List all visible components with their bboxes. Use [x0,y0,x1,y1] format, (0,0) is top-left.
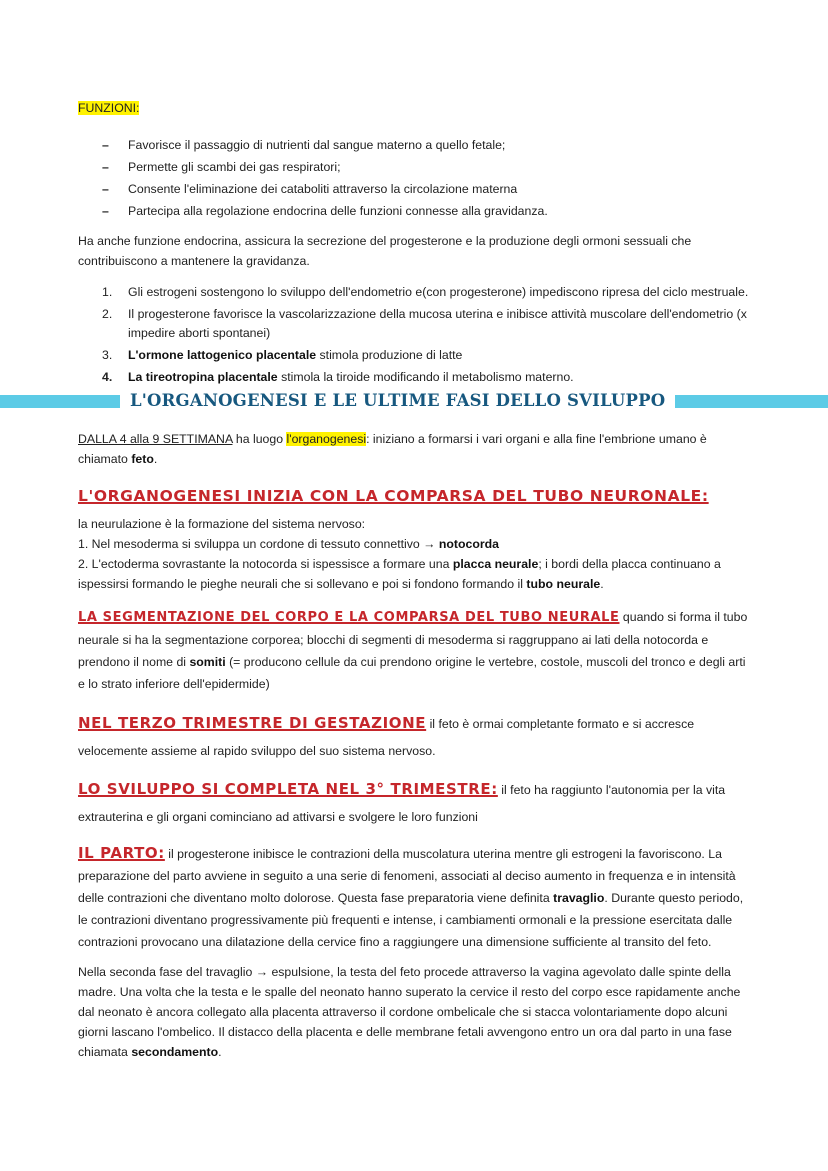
espulsione-paragraph [78,962,750,1062]
intro-text: . [153,452,158,466]
list-item [102,305,762,343]
item-text: Gli estrogeni sostengono lo sviluppo dell'endometrio e(con progesterone) impediscono ripresa del ciclo mestruale. [128,285,749,299]
parto-text: . Durante questo periodo, le contrazioni diventano progressivamente più frequenti e intense, i cambiamenti ormonali e la pressione esercitata dalle contrazioni provocano una dilatazione della cervice fino a raggiungere una dimensione sufficiente al transito del feto. [78,891,744,949]
list-item [102,368,762,387]
list-item: – Partecipa alla regolazione endocrina delle funzioni connesse alla gravidanza. [102,200,782,222]
line-text: . [600,577,604,591]
parto-paragraph [78,842,750,953]
segmentazione-paragraph [78,606,750,695]
item-text: Il progesterone favorisce la vascolarizzazione della mucosa uterina e inibisce attività muscolare dell'endometrio (x impedire aborti spontanei) [128,307,747,340]
item-number: 3. [102,348,113,362]
band-right [675,395,828,408]
list-item [102,283,762,302]
item-number: 4. [102,370,113,384]
espulsione-text: Nella seconda fase del travaglio → espulsione, la testa del feto procede attraverso la vagina agevolato dalle spinte della madre. Una volta che la testa e le spalle del neonato hanno superato la cervice il resto del corpo esce rapidamente anche dal neonato è ancora collegato alla placenta attraverso il cordone ombelicale che si stacca volontariamente dopo alcuni giorni lascano l'ombelico. Il distacco della placenta e delle membrane fetali avvengono entro un ora dal parto in una fase chiamata [78,965,741,1059]
organogenesi-highlight: l'organogenesi [286,432,367,446]
segmentazione-text: (= producono cellule da cui prendono origine le vertebre, costole, muscoli del tronco e degli arti e lo strato inferiore dell'epidermide) [78,655,746,691]
notocorda-term: notocorda [438,537,500,551]
list-item: – Consente l'eliminazione dei cataboliti attraverso la circolazione materna [102,178,782,200]
sviluppo-completo-paragraph [78,776,750,831]
secondamento-term: secondamento [131,1045,219,1059]
somiti-term: somiti [189,655,226,669]
neurulazione-paragraph [78,514,750,594]
travaglio-term: travaglio [553,891,605,905]
intro-text: : iniziano a formarsi i vari organi e alla fine l'embrione umano è chiamato [78,432,707,466]
sviluppo-completo-text: il feto ha raggiunto l'autonomia per la vita extrauterina e gli organi cominciano ad attivarsi e svolgere le loro funzioni [78,783,726,824]
intro-weeks: DALLA 4 alla 9 SETTIMANA [78,432,233,446]
item-number: 2. [102,307,113,321]
intro-text: ha luogo [232,432,287,446]
item-number: 1. [102,285,113,299]
espulsione-text: . [218,1045,222,1059]
neurulazione-line: la neurulazione è la formazione del sistema nervoso: [78,517,366,531]
item-text: stimola produzione di latte [316,348,463,362]
intro-paragraph [78,429,750,469]
funzioni-heading [78,98,139,118]
item-bold: La tireotropina placentale [128,370,278,384]
list-item: – Permette gli scambi dei gas respiratori; [102,156,782,178]
section-title: L'ORGANOGENESI E LE ULTIME FASI DELLO SVILUPPO [130,391,666,410]
line-text: ; i bordi della placca continuano a ispessirsi formando le pieghe neurali che si sollevano e poi si fondono formando il [78,557,721,591]
band-left [0,395,120,408]
placca-neurale-term: placca neurale [452,557,539,571]
neurulazione-line [78,534,750,554]
line-text: 1. Nel mesoderma si sviluppa un cordone di tessuto connettivo → [78,537,439,551]
terzo-trimestre-text: il feto è ormai completante formato e si accresce velocemente assieme al rapido sviluppo del suo sistema nervoso. [78,717,695,758]
terzo-trimestre-heading: NEL TERZO TRIMESTRE DI GESTAZIONE [78,714,427,732]
terzo-trimestre-paragraph [78,710,750,765]
tubo-neuronale-heading: L'ORGANOGENESI INIZIA CON LA COMPARSA DEL TUBO NEURONALE: [78,487,709,505]
ormoni-list [102,283,762,390]
parto-text: il progesterone inibisce le contrazioni della muscolatura uterina mentre gli estrogeni la favoriscono. La preparazione del parto avviene in seguito a una serie di fenomeni, associati al deciso aumento in frequenza e in intensità delle contrazioni che diventano molto dolorose. Questa fase preparatoria viene definita [78,847,736,905]
segmentazione-heading: LA SEGMENTAZIONE DEL CORPO E LA COMPARSA DEL TUBO NEURALE [78,610,620,625]
sviluppo-completo-heading: LO SVILUPPO SI COMPLETA NEL 3° TRIMESTRE: [78,780,498,798]
segmentazione-text: quando si forma il tubo neurale si ha la segmentazione corporea; blocchi di segmenti di mesoderma si raggruppano ai lati della notocorda e prendono il nome di [78,610,748,669]
item-text: stimola la tiroide modificando il metabolismo materno. [277,370,574,384]
funzioni-label: FUNZIONI: [78,101,140,115]
line-text: 2. L'ectoderma sovrastante la notocorda si ispessisce a formare una [78,557,453,571]
neurulazione-line [78,554,750,594]
intro-bold: feto [131,452,154,466]
item-bold: L'ormone lattogenico placentale [128,348,317,362]
list-item [102,346,762,365]
funzioni-list [102,134,782,222]
parto-heading: IL PARTO: [78,844,165,862]
tubo-neurale-term: tubo neurale [526,577,601,591]
list-item: – Favorisce il passaggio di nutrienti dal sangue materno a quello fetale; [102,134,782,156]
endocrina-paragraph: Ha anche funzione endocrina, assicura la secrezione del progesterone e la produzione degli ormoni sessuali che contribuiscono a mantenere la gravidanza. [78,234,692,268]
section-title-band [0,391,828,410]
